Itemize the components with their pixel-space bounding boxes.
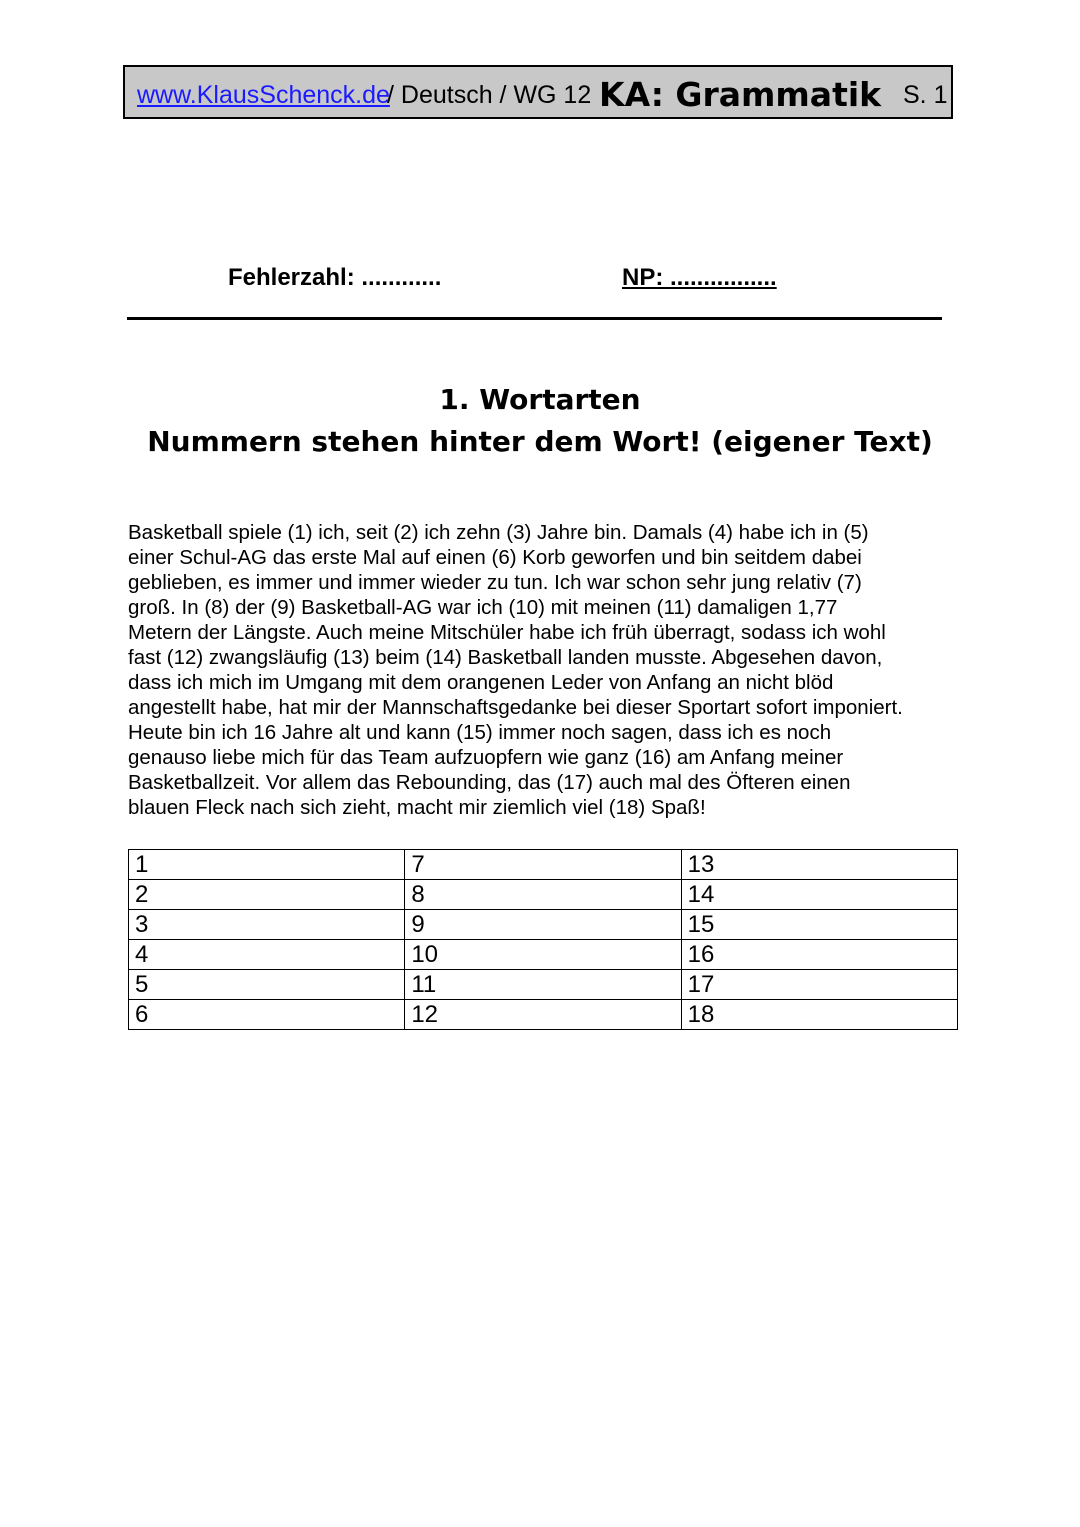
answer-cell[interactable]: 10 — [405, 940, 681, 970]
table-row — [129, 910, 958, 940]
answer-cell[interactable]: 14 — [681, 880, 957, 910]
divider-line — [127, 317, 942, 320]
table-row — [129, 940, 958, 970]
np-field: NP: ................ — [622, 264, 777, 291]
answer-cell[interactable]: 15 — [681, 910, 957, 940]
text-line: geblieben, es immer und immer wieder zu tun. Ich war schon sehr jung relativ (7) — [128, 571, 862, 594]
answer-cell[interactable]: 6 — [129, 1000, 405, 1030]
subject-label: / Deutsch / WG 12 — [387, 81, 592, 109]
table-row — [129, 850, 958, 880]
answer-cell[interactable]: 12 — [405, 1000, 681, 1030]
text-line: angestellt habe, hat mir der Mannschaftsgedanke bei dieser Sportart sofort imponiert. — [128, 696, 903, 719]
table-row — [129, 1000, 958, 1030]
answer-cell[interactable]: 2 — [129, 880, 405, 910]
answer-cell[interactable]: 3 — [129, 910, 405, 940]
text-line: einer Schul-AG das erste Mal auf einen (6) Korb geworfen und bin seitdem dabei — [128, 546, 862, 569]
exam-title: KA: Grammatik — [599, 75, 882, 114]
answer-cell[interactable]: 4 — [129, 940, 405, 970]
answer-cell[interactable]: 11 — [405, 970, 681, 1000]
answer-cell[interactable]: 1 — [129, 850, 405, 880]
answer-cell[interactable]: 5 — [129, 970, 405, 1000]
section-subtitle: Nummern stehen hinter dem Wort! (eigener Text) — [147, 425, 933, 458]
header-bar — [123, 65, 953, 119]
exercise-text — [128, 520, 988, 820]
text-line: genauso liebe mich für das Team aufzuopfern wie ganz (16) am Anfang meiner — [128, 746, 844, 769]
answer-cell[interactable]: 18 — [681, 1000, 957, 1030]
answer-cell[interactable]: 9 — [405, 910, 681, 940]
fehlerzahl-field: Fehlerzahl: ............ — [228, 264, 442, 291]
text-line: Basketball spiele (1) ich, seit (2) ich zehn (3) Jahre bin. Damals (4) habe ich in (5) — [128, 521, 869, 544]
text-line: Metern der Längste. Auch meine Mitschüler habe ich früh überragt, sodass ich wohl — [128, 621, 886, 644]
section-title: 1. Wortarten — [439, 383, 641, 416]
answer-cell[interactable]: 16 — [681, 940, 957, 970]
answer-cell[interactable]: 17 — [681, 970, 957, 1000]
table-row — [129, 970, 958, 1000]
answer-cell[interactable]: 7 — [405, 850, 681, 880]
text-line: Heute bin ich 16 Jahre alt und kann (15) immer noch sagen, dass ich es noch — [128, 721, 832, 744]
text-line: blauen Fleck nach sich zieht, macht mir ziemlich viel (18) Spaß! — [128, 796, 706, 819]
text-line: groß. In (8) der (9) Basketball-AG war ich (10) mit meinen (11) damaligen 1,77 — [128, 596, 838, 619]
table-row — [129, 880, 958, 910]
website-link[interactable]: www.KlausSchenck.de — [137, 81, 390, 109]
page-number: S. 1 — [903, 81, 948, 109]
answer-cell[interactable]: 8 — [405, 880, 681, 910]
answer-table — [128, 849, 958, 1030]
text-line: fast (12) zwangsläufig (13) beim (14) Basketball landen musste. Abgesehen davon, — [128, 646, 883, 669]
answer-cell[interactable]: 13 — [681, 850, 957, 880]
text-line: Basketballzeit. Vor allem das Rebounding, das (17) auch mal des Öfteren einen — [128, 771, 851, 794]
text-line: dass ich mich im Umgang mit dem orangenen Leder von Anfang an nicht blöd — [128, 671, 834, 694]
